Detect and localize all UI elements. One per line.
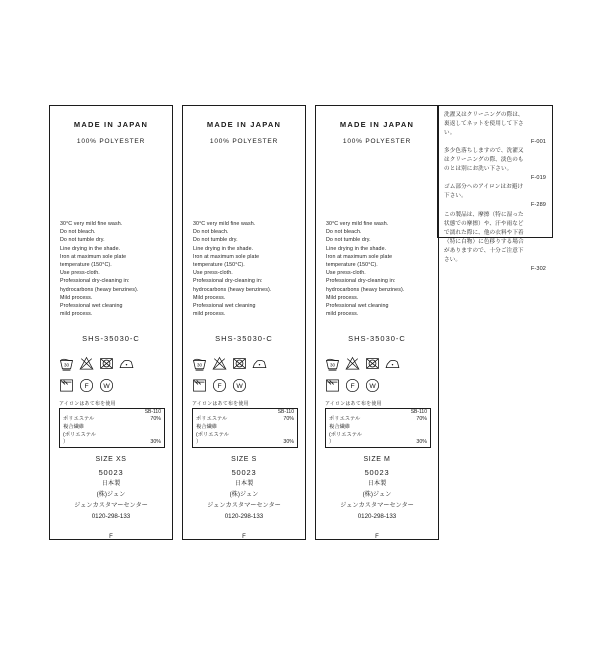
care-line: 30°C very mild fine wash. xyxy=(193,221,256,227)
wetclean-w-icon xyxy=(365,378,380,393)
size-text: SIZE M xyxy=(363,456,391,463)
do-not-tumble-dry-icon xyxy=(232,356,247,371)
company-name: (株)ジュン xyxy=(362,491,392,499)
product-code: SHS-35030-C xyxy=(215,334,273,343)
wash-30-very-mild-icon xyxy=(59,356,74,371)
notice-code: F-302 xyxy=(530,265,546,272)
care-line: Do not tumble dry. xyxy=(60,237,105,244)
iron-note-text: アイロンはあて布を使用 xyxy=(192,401,249,407)
notice-line: 裏返してネットを使用して下さ xyxy=(444,121,524,128)
f-mark: F xyxy=(242,533,246,540)
customer-center: ジュンカスタマーセンター xyxy=(74,502,148,510)
label-footer xyxy=(183,454,305,542)
care-line: 30°C very mild fine wash. xyxy=(60,221,123,227)
notice-line: 洗濯又はクリーニングの際は、 xyxy=(444,112,524,118)
composition-table xyxy=(325,408,431,448)
line-dry-in-shade-icon xyxy=(192,378,207,393)
composition-percent: 30% xyxy=(416,439,427,446)
do-not-bleach-icon xyxy=(345,356,360,371)
do-not-bleach-icon xyxy=(79,356,94,371)
composition-table xyxy=(192,408,298,448)
notice-line: がありますので、十分ご注意下 xyxy=(444,247,524,254)
care-line: Professional dry-cleaning in: xyxy=(326,278,396,285)
care-line: temperature (150°C). xyxy=(326,262,378,269)
composition-name: 複合繊維 xyxy=(63,423,85,430)
care-line: Iron at maximum sole plate xyxy=(326,253,393,260)
iron-one-dot-icon xyxy=(385,356,400,371)
style-number: 50023 xyxy=(231,468,257,478)
telephone: 0120-298-133 xyxy=(91,512,131,520)
care-line: hydrocarbons (heavy benzines). xyxy=(193,286,272,293)
care-line: mild process. xyxy=(60,311,93,318)
care-line: Use press-cloth. xyxy=(60,270,100,277)
composition-name: (ポリエステル xyxy=(196,431,230,438)
made-in-text: MADE IN JAPAN xyxy=(73,120,149,129)
wash-30-very-mild-icon xyxy=(192,356,207,371)
iron-note-text: アイロンはあて布を使用 xyxy=(325,401,382,407)
japanese-notice-box xyxy=(437,105,553,272)
line-dry-in-shade-icon xyxy=(325,378,340,393)
svg-text:30: 30 xyxy=(63,362,70,368)
wetclean-w-icon xyxy=(99,378,114,393)
composition-percent: 70% xyxy=(283,416,294,423)
composition-row xyxy=(193,416,297,424)
care-line: Professional wet cleaning xyxy=(60,303,123,310)
care-line: Do not bleach. xyxy=(193,229,229,236)
composition-name: ） xyxy=(196,439,202,446)
product-code: SHS-35030-C xyxy=(348,334,406,343)
care-line: Do not tumble dry. xyxy=(326,237,371,244)
composition-percent: 70% xyxy=(150,416,161,423)
svg-text:W: W xyxy=(236,383,243,391)
composition-name: 複合繊維 xyxy=(196,423,218,430)
style-number: 50023 xyxy=(98,468,124,478)
care-line: Professional wet cleaning xyxy=(326,303,389,310)
care-line: Professional dry-cleaning in: xyxy=(60,278,130,285)
dryclean-f-icon xyxy=(212,378,227,393)
customer-center: ジュンカスタマーセンター xyxy=(207,502,281,510)
wash-30-very-mild-icon xyxy=(325,356,340,371)
iron-note-text: アイロンはあて布を使用 xyxy=(59,401,116,407)
care-instructions xyxy=(326,220,432,318)
notice-line: い。 xyxy=(444,130,456,137)
care-line: hydrocarbons (heavy benzines). xyxy=(60,286,139,293)
company-name: (株)ジュン xyxy=(229,491,259,499)
composition-name: (ポリエステル xyxy=(63,431,97,438)
dryclean-f-icon xyxy=(79,378,94,393)
made-in-text: MADE IN JAPAN xyxy=(206,120,282,129)
fiber-content-top: 100% POLYESTER xyxy=(209,138,279,145)
made-in-japan-jp: 日本製 xyxy=(367,480,387,488)
composition-row xyxy=(326,439,430,447)
care-line: Professional dry-cleaning in: xyxy=(193,278,263,285)
svg-text:F: F xyxy=(350,383,355,391)
composition-name: ポリエステル xyxy=(329,416,361,423)
composition-percent: 30% xyxy=(283,439,294,446)
care-line: temperature (150°C). xyxy=(60,262,112,269)
composition-header: SB-110 xyxy=(277,409,294,415)
svg-text:F: F xyxy=(84,383,89,391)
f-mark: F xyxy=(109,533,113,540)
care-line: Line drying in the shade. xyxy=(60,245,121,252)
care-line: mild process. xyxy=(193,311,226,318)
product-code: SHS-35030-C xyxy=(82,334,140,343)
care-label-card-xs xyxy=(49,105,173,540)
composition-percent: 70% xyxy=(416,416,427,423)
made-in-japan-jp: 日本製 xyxy=(234,480,254,488)
care-line: 30°C very mild fine wash. xyxy=(326,221,389,227)
composition-row xyxy=(326,416,430,424)
composition-name: ） xyxy=(329,439,335,446)
composition-name: 複合繊維 xyxy=(329,423,351,430)
wetclean-w-icon xyxy=(232,378,247,393)
notice-code: F-001 xyxy=(530,139,546,146)
label-footer xyxy=(316,454,438,542)
line-dry-in-shade-icon xyxy=(59,378,74,393)
notice-line: 状態での摩擦）や、汗や雨など xyxy=(444,220,524,227)
care-symbol-row-2 xyxy=(192,378,298,393)
care-line: hydrocarbons (heavy benzines). xyxy=(326,286,405,293)
care-line: Line drying in the shade. xyxy=(193,245,254,252)
dryclean-f-icon xyxy=(345,378,360,393)
care-line: Professional wet cleaning xyxy=(193,303,256,310)
care-line: Line drying in the shade. xyxy=(326,245,387,252)
svg-text:30: 30 xyxy=(196,362,203,368)
care-line: Iron at maximum sole plate xyxy=(193,253,260,260)
fiber-content-top: 100% POLYESTER xyxy=(76,138,146,145)
care-symbol-row-1 xyxy=(59,356,165,371)
notice-code: F-019 xyxy=(530,175,546,182)
care-label-card-s xyxy=(182,105,306,540)
notice-line: この製品は、摩擦（特に湿った xyxy=(444,211,524,218)
composition-row xyxy=(60,416,164,424)
size-text: SIZE S xyxy=(231,456,257,463)
care-instructions xyxy=(193,220,299,318)
care-symbol-row-1 xyxy=(192,356,298,371)
care-line: Do not bleach. xyxy=(326,229,362,236)
care-label-card-m xyxy=(315,105,439,540)
made-in-text: MADE IN JAPAN xyxy=(339,120,415,129)
telephone: 0120-298-133 xyxy=(357,512,397,520)
care-symbol-row-1 xyxy=(325,356,431,371)
notice-code: F-289 xyxy=(530,202,546,209)
svg-text:30: 30 xyxy=(329,362,336,368)
do-not-tumble-dry-icon xyxy=(365,356,380,371)
svg-text:F: F xyxy=(217,383,222,391)
composition-name: ポリエステル xyxy=(196,416,228,423)
notice-line: ゴム部分へのアイロンはお避け xyxy=(444,184,524,191)
composition-table xyxy=(59,408,165,448)
composition-row xyxy=(60,439,164,447)
composition-name: ポリエステル xyxy=(63,416,95,423)
care-line: Mild process. xyxy=(326,294,359,301)
do-not-tumble-dry-icon xyxy=(99,356,114,371)
company-name: (株)ジュン xyxy=(96,491,126,499)
style-number: 50023 xyxy=(364,468,390,478)
notice-line: 下さい。 xyxy=(444,193,467,200)
made-in-japan-jp: 日本製 xyxy=(101,480,121,488)
notice-line: （特に白物）に色移りする場合 xyxy=(444,238,524,245)
care-line: Do not tumble dry. xyxy=(193,237,238,244)
fiber-content-top: 100% POLYESTER xyxy=(342,138,412,145)
care-symbol-row-2 xyxy=(325,378,431,393)
care-line: temperature (150°C). xyxy=(193,262,245,269)
iron-one-dot-icon xyxy=(252,356,267,371)
care-line: Mild process. xyxy=(60,294,93,301)
notice-line: 多少色落ちしますので、洗濯又 xyxy=(444,148,524,155)
f-mark: F xyxy=(375,533,379,540)
care-line: Iron at maximum sole plate xyxy=(60,253,127,260)
composition-header: SB-110 xyxy=(144,409,161,415)
do-not-bleach-icon xyxy=(212,356,227,371)
care-line: Do not bleach. xyxy=(60,229,96,236)
customer-center: ジュンカスタマーセンター xyxy=(340,502,414,510)
notice-line: はクリーニングの際、淡色のも xyxy=(444,157,524,164)
care-line: Mild process. xyxy=(193,294,226,301)
svg-text:W: W xyxy=(369,383,376,391)
composition-name: (ポリエステル xyxy=(329,431,363,438)
care-symbol-row-2 xyxy=(59,378,165,393)
care-line: Use press-cloth. xyxy=(193,270,233,277)
telephone: 0120-298-133 xyxy=(224,512,264,520)
svg-text:W: W xyxy=(103,383,110,391)
label-footer xyxy=(50,454,172,542)
care-line: mild process. xyxy=(326,311,359,318)
composition-row xyxy=(193,439,297,447)
size-text: SIZE XS xyxy=(95,456,127,463)
composition-percent: 30% xyxy=(150,439,161,446)
notice-line: さい。 xyxy=(444,256,462,263)
notice-line: で濡れた際に、他の衣料や下着 xyxy=(444,229,524,236)
composition-header: SB-110 xyxy=(410,409,427,415)
care-line: Use press-cloth. xyxy=(326,270,366,277)
composition-name: ） xyxy=(63,439,69,446)
notice-line: のとは別にお洗い下さい。 xyxy=(444,166,513,173)
care-instructions xyxy=(60,220,166,318)
iron-one-dot-icon xyxy=(119,356,134,371)
